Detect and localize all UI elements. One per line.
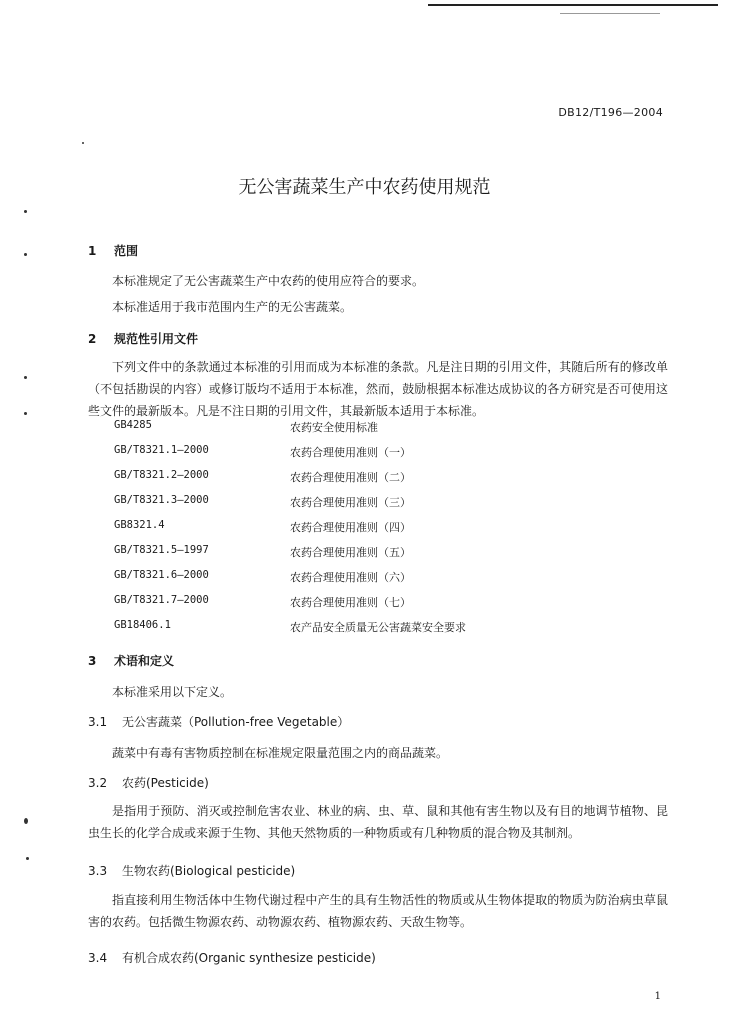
reference-row [114,494,634,519]
reference-name: 农药合理使用准则（四） [290,521,411,534]
definition-number: 3.1 [88,715,108,729]
definition-title: 农药(Pesticide) [122,776,209,790]
section-title: 规范性引用文件 [114,332,199,346]
scan-speck [24,253,27,256]
top-rule [428,4,718,6]
reference-code: GB/T8321.5—1997 [114,544,209,556]
page-number: 1 [654,991,661,1002]
section-2-text: 下列文件中的条款通过本标准的引用而成为本标准的条款。凡是注日期的引用文件，其随后所有的修改单（不包括勘误的内容）或修订版均不适用于本标准，然而，鼓励根据本标准达成协议的各方研究是否可使用这些文件的最新版本。凡是不注日期的引用文件，其最新版本适用于本标准。 [88,360,668,418]
definition-number: 3.3 [88,864,108,878]
section-3-heading [88,652,174,669]
page-title: 无公害蔬菜生产中农药使用规范 [238,177,491,198]
scan-speck [24,210,27,213]
reference-name: 农药合理使用准则（二） [290,471,411,484]
section-title: 范围 [114,244,139,258]
reference-name: 农药合理使用准则（一） [290,446,411,459]
reference-row [114,469,634,494]
definition-3-3-heading [88,862,295,879]
reference-name: 农药安全使用标准 [290,421,378,434]
section-1-heading [88,242,138,259]
reference-code: GB/T8321.7—2000 [114,594,209,606]
reference-row [114,544,634,569]
document-number: DB12/T196—2004 [558,106,663,119]
definition-3-2-heading [88,774,209,791]
top-rule-secondary [560,13,660,14]
definition-3-2-paragraph: 是指用于预防、消灭或控制危害农业、林业的病、虫、草、鼠和其他有害生物以及有目的地调节植物、昆虫生长的化学合成或来源于生物、其他天然物质的一种物质或有几种物质的混合物及其制剂。 [88,804,668,840]
reference-name: 农药合理使用准则（三） [290,496,411,509]
definition-title: 无公害蔬菜（Pollution-free Vegetable） [122,715,350,729]
reference-row [114,594,634,619]
reference-row [114,444,634,469]
definition-title: 生物农药(Biological pesticide) [122,864,296,878]
section-1-paragraph-1: 本标准规定了无公害蔬菜生产中农药的使用应符合的要求。 [112,274,425,288]
reference-code: GB8321.4 [114,519,165,531]
scan-speck [24,818,28,824]
definition-3-1-heading [88,713,349,730]
section-1-paragraph-2: 本标准适用于我市范围内生产的无公害蔬菜。 [112,300,353,314]
reference-code: GB/T8321.6—2000 [114,569,209,581]
definition-number: 3.4 [88,951,108,965]
scan-speck [24,376,27,379]
section-2-paragraph [88,356,668,422]
definition-number: 3.2 [88,776,108,790]
section-2-heading [88,330,198,347]
scan-speck [24,412,27,415]
definition-3-3-paragraph: 指直接利用生物活体中生物代谢过程中产生的具有生物活性的物质或从生物体提取的物质为防治病虫草鼠害的农药。包括微生物源农药、动物源农药、植物源农药、天敌生物等。 [88,893,668,929]
definition-3-3-text [88,889,668,933]
section-number: 1 [88,244,97,258]
scan-speck [26,857,29,860]
reference-name: 农药合理使用准则（七） [290,596,411,609]
reference-code: GB4285 [114,419,152,431]
reference-row [114,519,634,544]
section-3-intro: 本标准采用以下定义。 [112,685,233,699]
reference-code: GB/T8321.1—2000 [114,444,209,456]
section-number: 2 [88,332,97,346]
section-number: 3 [88,654,97,668]
definition-3-2-text [88,800,668,844]
definition-3-4-heading [88,949,376,966]
reference-code: GB/T8321.2—2000 [114,469,209,481]
reference-name: 农药合理使用准则（六） [290,571,411,584]
reference-list [114,419,634,644]
definition-title: 有机合成农药(Organic synthesize pesticide) [122,951,376,965]
reference-row [114,619,634,644]
scan-speck [82,142,84,144]
reference-row [114,569,634,594]
reference-name: 农药合理使用准则（五） [290,546,411,559]
section-title: 术语和定义 [114,654,175,668]
definition-3-1-text: 蔬菜中有毒有害物质控制在标准规定限量范围之内的商品蔬菜。 [112,746,449,760]
reference-code: GB18406.1 [114,619,171,631]
reference-code: GB/T8321.3—2000 [114,494,209,506]
reference-name: 农产品安全质量无公害蔬菜安全要求 [290,621,466,634]
reference-row [114,419,634,444]
